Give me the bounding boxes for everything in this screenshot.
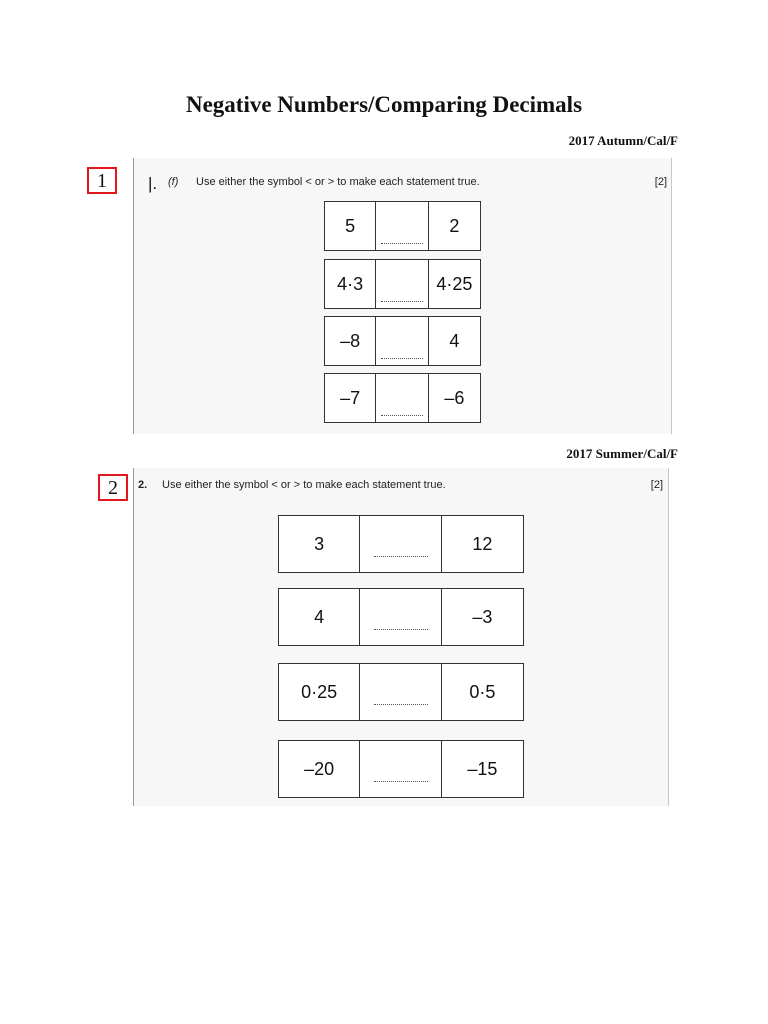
answer-box[interactable] <box>359 589 440 645</box>
answer-box[interactable] <box>375 202 427 250</box>
question-2-prompt: Use either the symbol < or > to make each statement true. <box>162 479 446 491</box>
question-2-marks: [2] <box>650 479 663 491</box>
left-value: 5 <box>345 215 356 236</box>
left-value: 0·25 <box>301 681 338 702</box>
question-1-part-label: (f) <box>168 176 179 188</box>
right-value: 0·5 <box>441 664 523 720</box>
question-2-row <box>278 740 524 798</box>
right-value: –15 <box>441 741 523 797</box>
answer-box[interactable] <box>375 317 427 365</box>
answer-box[interactable] <box>359 664 440 720</box>
left-value: 4 <box>314 606 325 627</box>
question-1-margin-mark: |. <box>148 174 158 193</box>
question-1-row <box>324 259 481 309</box>
question-2-row <box>278 515 524 573</box>
question-1-panel <box>133 158 672 434</box>
answer-box[interactable] <box>359 741 440 797</box>
question-1-number: 1 <box>87 167 117 194</box>
answer-box[interactable] <box>375 260 427 308</box>
question-1-row <box>324 201 481 251</box>
right-value: –6 <box>428 374 480 422</box>
question-2-number: 2 <box>98 474 128 501</box>
question-2-row <box>278 663 524 721</box>
right-value: 4 <box>428 317 480 365</box>
question-2-panel <box>133 468 669 806</box>
question-2-label: 2. <box>138 479 148 491</box>
right-value: 2 <box>428 202 480 250</box>
left-value: –8 <box>340 330 361 351</box>
left-value: –7 <box>340 387 361 408</box>
question-1-row <box>324 316 481 366</box>
right-value: –3 <box>441 589 523 645</box>
right-value: 12 <box>441 516 523 572</box>
answer-box[interactable] <box>375 374 427 422</box>
right-value: 4·25 <box>428 260 480 308</box>
question-2-source: 2017 Summer/Cal/F <box>566 446 678 461</box>
left-value: –20 <box>304 758 335 779</box>
left-value: 3 <box>314 533 325 554</box>
question-1-prompt: Use either the symbol < or > to make each statement true. <box>196 176 480 188</box>
question-2-row <box>278 588 524 646</box>
question-1-row <box>324 373 481 423</box>
question-1-marks: [2] <box>654 176 667 188</box>
left-value: 4·3 <box>337 273 364 294</box>
page-title: Negative Numbers/Comparing Decimals <box>185 92 583 117</box>
answer-box[interactable] <box>359 516 440 572</box>
question-1-source: 2017 Autumn/Cal/F <box>568 133 678 148</box>
